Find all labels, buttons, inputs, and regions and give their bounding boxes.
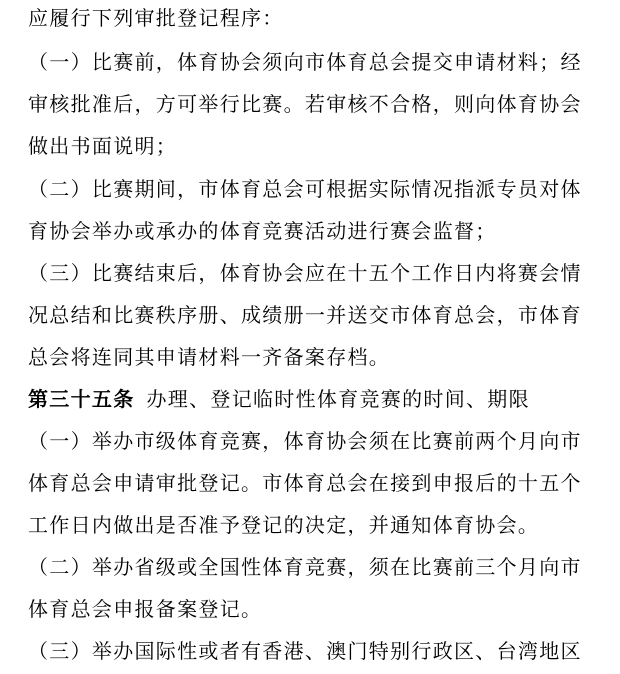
- text-line: 审核批准后，方可举行比赛。若审核不合格，则向体育协会: [28, 92, 582, 116]
- text-line: （一）比赛前，体育协会须向市体育总会提交申请材料；经: [28, 50, 582, 74]
- article-number: 第三十五条: [28, 387, 135, 411]
- text-line: 况总结和比赛秩序册、成绩册一并送交市体育总会，市体育: [28, 303, 582, 327]
- text-line: 育协会举办或承办的体育竞赛活动进行赛会监督；: [28, 219, 497, 243]
- text-line: （三）举办国际性或者有香港、澳门特别行政区、台湾地区: [28, 639, 582, 663]
- text-line: 体育总会申请审批登记。市体育总会在接到申报后的十五个: [28, 471, 582, 495]
- text-line: 总会将连同其申请材料一齐备案存档。: [28, 345, 391, 369]
- article-title: 办理、登记临时性体育竞赛的时间、期限: [146, 387, 530, 411]
- text-line: （三）比赛结束后，体育协会应在十五个工作日内将赛会情: [28, 261, 582, 285]
- text-line: 体育总会申报备案登记。: [28, 597, 263, 621]
- text-line: 应履行下列审批登记程序：: [28, 6, 284, 30]
- text-line: （二）举办省级或全国性体育竞赛，须在比赛前三个月向市: [28, 555, 582, 579]
- text-line: （二）比赛期间，市体育总会可根据实际情况指派专员对体: [28, 177, 582, 201]
- text-line: 工作日内做出是否准予登记的决定，并通知体育协会。: [28, 513, 540, 537]
- text-line: （一）举办市级体育竞赛，体育协会须在比赛前两个月向市: [28, 429, 582, 453]
- text-line: 做出书面说明；: [28, 134, 178, 158]
- article-heading: [28, 385, 608, 413]
